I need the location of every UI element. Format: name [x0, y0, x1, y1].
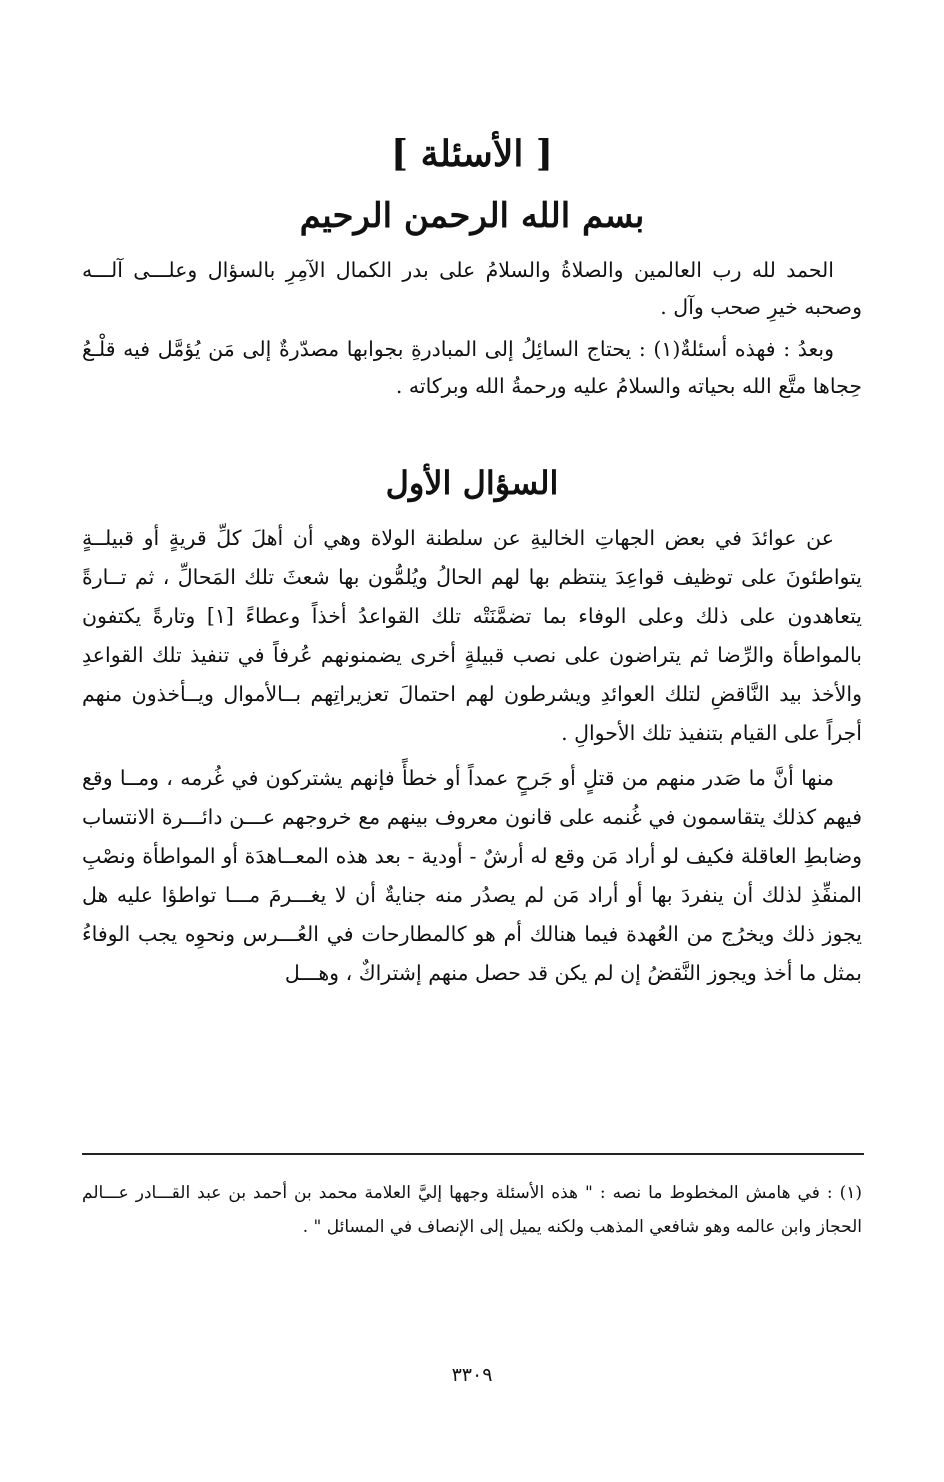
page-number: ٣٣٠٩: [451, 1364, 493, 1386]
section-title: [ الأسئلة ]: [391, 133, 553, 175]
footnote-text: (١) : في هامش المخطوط ما نصه : " هذه الأسئلة وجهها إليَّ العلامة محمد بن أحمد بن عبد القـــادر عـــالم الحجاز وابن عالمه وهو شافعي المذهب ولكنه يميل إلى الإنصاف في المسائل " .: [82, 1183, 862, 1237]
question-body: [82, 519, 862, 993]
intro-section: [82, 252, 862, 405]
question-paragraph: منها أنَّ ما صَدر منهم من قتلٍ أو جَرحٍ عمداً أو خطأً فإنهم يشتركون في غُرمه ، ومــا وقع فيهم كذلك يتقاسمون في غُنمه على قانون معروف بينهم مع خروجهم عـــن دائـــرة الانتساب وضابطِ العاقلة فكيف لو أراد مَن وقع له أرشٌ - أودية - بعد هذه المعــاهدَة أو المواطأة ونصْبِ المنفِّذِ لذلك أن ينفردَ بها أو أراد مَن لم يصدُر منه جنايةٌ أن لا يغـــرمَ مـــا تواطؤا عليه هل يجوز ذلك ويخرُج من العُهدة فيما هنالك أم هو كالمطارحات في العُـــرس ونحوِه يجب الوفاءُ بمثل ما أخذ ويجوز النَّقضُ إن لم يكن قد حصل منهم إشتراكٌ ، وهـــل: [82, 766, 862, 985]
question-heading: السؤال الأول: [385, 464, 559, 502]
footnote-divider: [82, 1153, 864, 1155]
footnote: [82, 1176, 862, 1244]
question-paragraph: عن عوائدَ في بعض الجهاتِ الخاليةِ عن سلطنة الولاة وهي أن أهلَ كلِّ قريةٍ أو قبيلــةٍ يتواطئونَ على توظيف قواعِدَ ينتظم بها لهم الحالُ ويُلمُّون بها شعثَ تلك المَحالِّ ، ثم تــارةً يتعاهدون على ذلك وعلى الوفاء بما تضمَّنَتْه تلك القواعدُ أخذاً وعطاءً [١] وتارةً يكتفون بالمواطأة والرِّضا ثم يتراضون على نصب قبيلةٍ أخرى يضمنونهم عُرفاً في تنفيذ تلك القواعدِ والأخذ بيد النَّاقضِ لتلك العوائدِ ويشرطون لهم احتمالَ تعزيراتِهم بــالأموال ويــأخذون منهم أجراً على القيام بتنفيذ تلك الأحوالِ .: [82, 526, 862, 745]
document-page: [82, 0, 862, 1482]
intro-purpose-paragraph: وبعدُ : فهذه أسئلةٌ(١) : يحتاج السائِلُ إلى المبادرةِ بجوابها مصدّرةٌ إلى مَن يُؤمَّل فيه قلْـعُ حِجاها متَّع الله بحياته والسلامُ عليه ورحمةُ الله وبركاته .: [82, 337, 862, 398]
basmala-heading: بسم الله الرحمن الرحيم: [299, 196, 645, 236]
intro-praise-paragraph: الحمد لله رب العالمين والصلاةُ والسلامُ على بدر الكمال الآمِرِ بالسؤال وعلـــى آلـــه وصحبه خيرِ صحب وآل .: [82, 258, 862, 319]
